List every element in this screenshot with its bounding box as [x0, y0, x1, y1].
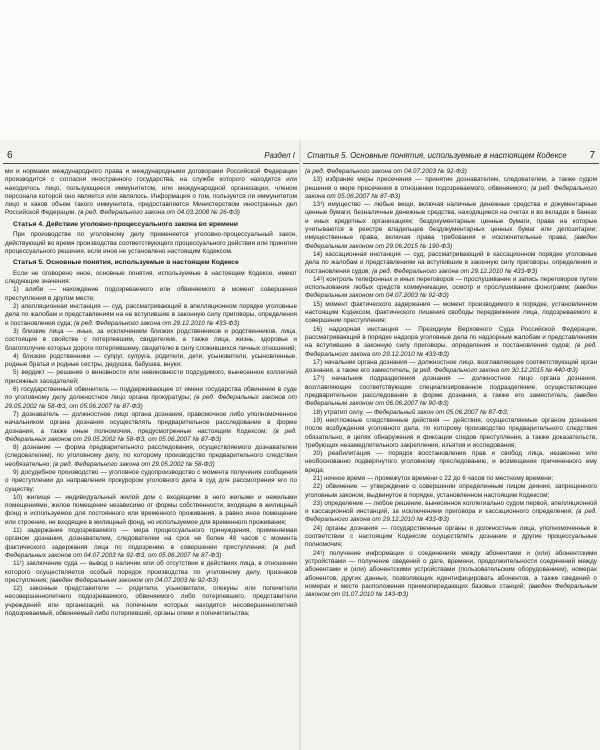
definition-text: 17¹) начальник подразделения дознания — должностное лицо органа дознания, возглавляющее соответствующее специализированное подразделение, осуществляющее предварительное расследование в форме дознания, а также его заместитель;: [305, 375, 597, 400]
article-4-title: Статья 4. Действие уголовно-процессуального закона во времени: [13, 220, 238, 228]
definition-text: 14¹) контроль телефонных и иных переговоров — прослушивание и запись переговоров путем использования любых средств коммуникации, осмотр и прослушивание фонограмм;: [305, 275, 597, 292]
definition-item: [5, 444, 297, 469]
definition-text: 23) определение — любое решение, вынесенное коллегиально судом первой, апелляционной и кассационной инстанций, за исключением приговора и кассационного определения;: [305, 499, 597, 516]
definition-item: [5, 560, 297, 585]
paragraph-text: При производстве по уголовному делу применяется уголовно-процессуальный закон, действующий во время производства соответствующего процессуального действия или принятия процессуального решения, если иное не установлено настоящим Кодексом.: [5, 231, 297, 255]
definition-text: 5) вердикт — решение о виновности или невиновности подсудимого, вынесенное коллегией присяжных заседателей;: [5, 369, 297, 385]
definition-item: [305, 251, 597, 276]
amendment-note: (в ред. Федеральных законов от 29.05.2002 № 58-ФЗ, от 05.06.2007 № 87-ФЗ): [5, 394, 297, 410]
definition-item: [5, 386, 297, 411]
definition-item: [305, 176, 597, 201]
definition-item: [305, 201, 597, 251]
page-header: [3, 150, 299, 164]
definition-text: 19) неотложные следственные действия — действия, осуществляемые органом дознания после возбуждения уголовного дела, по которому производство предварительного следствия обязательно, в целях обнаружения и фиксации следов преступления, а также доказательств, требующих незамедлительного закрепления, изъятия и исследования;: [305, 416, 597, 449]
page-number: 6: [7, 150, 13, 161]
definition-text: 14) кассационная инстанция — суд, рассматривающий в кассационном порядке уголовные дела по жалобам и представлениям на вступившие в законную силу приговоры, определения и постановления судов;: [305, 250, 597, 275]
definition-item: [5, 286, 297, 303]
definition-item: [305, 500, 597, 525]
amendment-note: (в ред. Федеральных законов от 04.07.2003 № 92-ФЗ, от 05.06.2007 № 87-ФЗ): [5, 543, 297, 559]
definition-item: [5, 469, 297, 494]
amendment-note: (введен Федеральным законом от 01.07.2010 № 143-ФЗ): [305, 582, 597, 599]
amendment-note: — Федеральный закон от 05.06.2007 № 87-ФЗ;: [365, 408, 509, 416]
definition-text: 24) органы дознания — государственные органы и должностные лица, уполномоченные в соответствии с настоящим Кодексом осуществлять дознание и другие процессуальные полномочия;: [305, 524, 597, 549]
definition-text: 12) законные представители — родители, усыновители, опекуны или попечители несовершеннолетнего подозреваемого, обвиняемого либо потерпевшего, представители учреждений или организаций, на попечении которых находится несовершеннолетний подозреваемый, обвиняемый либо потерпевший, органы опеки и попечительства;: [5, 585, 297, 618]
paragraph: [5, 270, 297, 287]
amendment-note: (в ред. Федерального закона от 29.05.2002 № 58-ФЗ): [52, 460, 215, 468]
scan-margin: [0, 0, 600, 140]
definition-item: [5, 494, 297, 527]
section-title: Раздел I: [264, 151, 295, 160]
definitions-list: [5, 286, 297, 618]
definition-text: 18) утратил силу.: [313, 408, 364, 416]
page-header: [303, 150, 599, 164]
definition-item: [5, 411, 297, 444]
paragraph-text: Если не оговорено иное, основные понятия, используемые в настоящем Кодексе, имеют следующие значения:: [5, 269, 297, 286]
definition-text: 2) апелляционная инстанция — суд, рассматривающий в апелляционном порядке уголовные дела по жалобам и представлениям на не вступившие в законную силу приговоры, определения и постановления суда;: [5, 303, 297, 327]
amendment-note: (в ред. Федерального закона от 05.06.2007 № 87-ФЗ): [305, 184, 597, 200]
definition-item: [305, 550, 597, 600]
book-gutter: [299, 140, 302, 750]
definition-item: [305, 326, 597, 359]
definition-text: 10) жилище — индивидуальный жилой дом с входящими в него жилыми и нежилыми помещениями, жилое помещение независимо от формы собственности, входящее в жилищный фонд и используемое для постоянного или временного проживания, а равно иное помещение или строение, не входящее в жилищный фонд, но используемое для временного проживания;: [5, 493, 297, 526]
definition-text: 11¹) заключение суда — вывод о наличии или об отсутствии в действиях лица, в отношении которого осуществляется особый порядок производства по уголовному делу, признаков преступления;: [5, 560, 297, 584]
definitions-list: [305, 168, 597, 599]
definition-item: [305, 276, 597, 301]
article-5-title: Статья 5. Основные понятия, используемые в настоящем Кодексе: [13, 259, 239, 267]
definition-item: [305, 417, 597, 450]
page-number: 7: [589, 150, 595, 161]
definition-text: 9) досудебное производство — уголовное судопроизводство с момента получения сообщения о преступлении до направления прокурором уголовного дела в суд для рассмотрения его по существу;: [5, 468, 297, 493]
definition-text: 21) ночное время — промежуток времени с 22 до 6 часов по местному времени;: [313, 474, 554, 482]
section-title: Статья 5. Основные понятия, используемые в настоящем Кодексе: [307, 151, 567, 160]
definition-item: [5, 369, 297, 386]
definition-text: 6) государственный обвинитель — поддерживающее от имени государства обвинение в суде по уголовному делу должностное лицо органа прокуратуры;: [5, 386, 297, 402]
definition-text: 4) близкие родственники — супруг, супруга, родители, дети, усыновители, усыновленные, родные братья и родные сестры, дедушка, бабушка, внуки;: [5, 352, 297, 369]
definition-item: [305, 525, 597, 550]
amendment-note: (в ред. Федерального закона от 30.12.2015 № 440-ФЗ): [412, 367, 578, 375]
definition-text: 7) дознаватель — должностное лицо органа дознания, правомочное либо уполномоченное начальником органа дознания осуществлять предварительное расследование в форме дознания, а также иные полномочия, предусмотренные настоящим Кодексом;: [5, 410, 297, 435]
definition-item: [5, 303, 297, 328]
definition-text: 8) дознание — форма предварительного расследования, осуществляемого дознавателем (следователем), по уголовному делу, по которому производство предварительного следствия необязательно;: [5, 444, 297, 468]
definition-text: 11) задержание подозреваемого — мера процессуального принуждения, применяемая органом дознания, дознавателем, следователем на срок не более 48 часов с момента фактического задержания лица по подозрению в совершении преступления;: [5, 527, 297, 551]
definition-text: 16) надзорная инстанция — Президиум Верховного Суда Российской Федерации, рассматривающий в порядке надзора уголовные дела по надзорным жалобам и представлениям на вступившие в законную силу приговоры, определения и постановления судов;: [305, 325, 597, 350]
right-page: [303, 150, 599, 746]
definition-item: [305, 375, 597, 408]
definition-text: 24¹) получение информации о соединениях между абонентами и (или) абонентскими устройствами — получение сведений о дате, времени, продолжительности соединений между абонентами и (или) абонентскими устройствами (пользовательским оборудованием), номерах абонентов, других данных, позволяющих идентифицировать абонентов, а также сведений о номерах и месте расположения приемопередающих базовых станций;: [305, 549, 597, 590]
amendment-note: (в ред. Федерального закона от 29.12.2010 № 433-ФЗ): [371, 267, 538, 275]
definition-item: [305, 359, 597, 376]
amendment-note: (в ред. Федеральных законов от 29.05.2002 № 58-ФЗ, от 05.06.2007 № 87-ФЗ): [5, 427, 297, 443]
amendment-note: (в ред. Федерального закона от 04.07.2003 № 92-ФЗ): [305, 168, 467, 175]
amendment-note: (в ред. Федерального закона от 29.12.2010 № 433-ФЗ): [73, 319, 240, 327]
definition-item: [305, 450, 597, 475]
definition-text: 13) избрание меры пресечения — принятие дознавателем, следователем, а также судом решения о мере пресечения в отношении подозреваемого, обвиняемого;: [305, 176, 597, 192]
definition-item: [5, 353, 297, 370]
paragraph-text: ми и нормами международного права и международными договорами Российской Федерации производится с согласия иностранного государства, на службе которого находится или находилось лицо, пользующееся иммунитетом, или международной организации, членом персонала которой оно является или являлось. Информация о том, пользуется ли иммунитетом лицо и каков объем такого иммунитета, предоставляется Министерством иностранных дел Российской Федерации.: [5, 168, 297, 217]
page-body: [3, 168, 299, 618]
definition-text: 20) реабилитация — порядок восстановления прав и свобод лица, незаконно или необоснованно подвергнутого уголовному преследованию, и возмещения причиненного ему вреда;: [305, 450, 597, 474]
amendment-note: (введен Федеральным законом от 04.07.2003 № 92-ФЗ): [49, 576, 219, 584]
definition-item: [5, 527, 297, 560]
amendment-note: (в ред. Федерального закона от 29.12.2010 № 433-ФЗ): [305, 342, 597, 358]
definition-item: [305, 409, 597, 417]
definition-text: 22) обвинение — утверждение о совершении определенным лицом деяния, запрещенного уголовным законом, выдвинутое в порядке, установленном настоящим Кодексом;: [305, 483, 597, 499]
definition-item: [305, 483, 597, 500]
definition-text: 1) алиби — нахождение подозреваемого или обвиняемого в момент совершения преступления в другом месте;: [5, 286, 297, 302]
definition-text: 3) близкие лица — иные, за исключением близких родственников и родственников, лица, состоящие в свойстве с потерпевшим, свидетелем, а также лица, жизнь, здоровье и благополучие которых дороги потерпевшему, свидетелю в силу сложившихся личных отношений;: [5, 327, 297, 352]
left-page: [3, 150, 299, 746]
amendment-note: (в ред. Федерального закона от 29.12.2010 № 433-ФЗ): [305, 508, 597, 524]
paragraph: [5, 231, 297, 256]
amendment-note: (в ред. Федерального закона от 04.03.2008 № 26-ФЗ): [78, 209, 240, 217]
definition-text: 15) момент фактического задержания — момент производимого в порядке, установленном настоящим Кодексом, фактического лишения свободы передвижения лица, подозреваемого в совершении преступления;: [305, 300, 597, 325]
page-body: [303, 168, 599, 599]
definition-text: 13¹) имущество — любые вещи, включая наличные денежные средства и документарные ценные бумаги; безналичные денежные средства, находящиеся на счетах и во вкладах в банках и иных кредитных организациях; бездокументарные ценные бумаги, права на которые учитываются в реестре владельцев бездокументарных ценных бумаг или депозитарии; имущественные права, включая права требования и исключительные права;: [305, 201, 597, 242]
definition-item: [5, 585, 297, 618]
amendment-note: (введен Федеральным законом от 06.06.2007 № 90-ФЗ): [305, 392, 597, 408]
definition-text: 17) начальник органа дознания — должностное лицо, возглавляющее соответствующий орган дознания, а также его заместитель;: [305, 358, 597, 375]
amendment-note: (введен Федеральным законом от 04.07.2003 № 92-ФЗ): [305, 284, 598, 300]
amendment-note: (введен Федеральным законом от 29.06.2015 № 190-ФЗ): [305, 234, 598, 250]
paragraph: [5, 168, 297, 218]
definition-item: [5, 328, 297, 353]
definition-item: [305, 301, 597, 326]
